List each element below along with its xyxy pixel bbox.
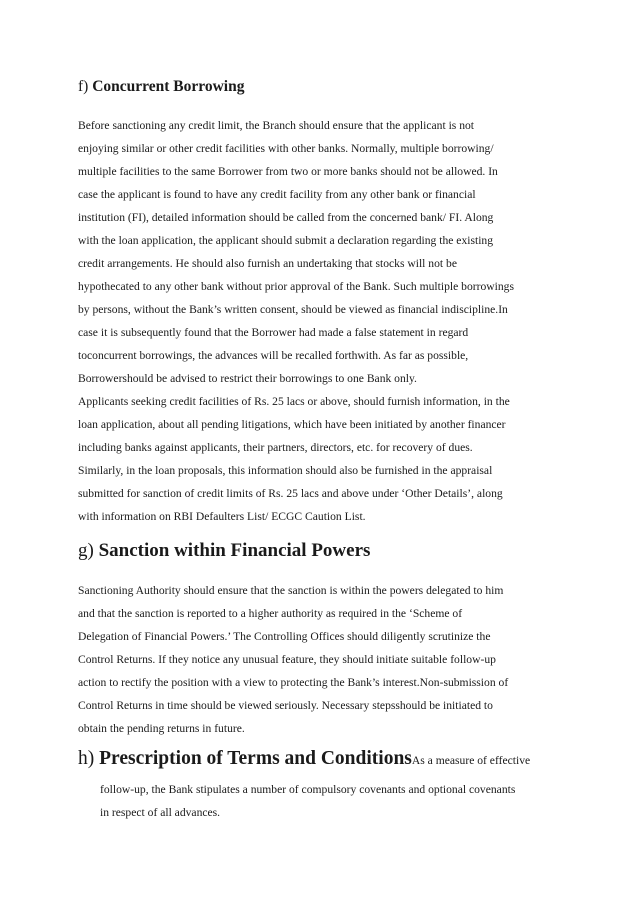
text-line: Sanctioning Authority should ensure that the sanction is within the powers delegated to him <box>78 584 504 597</box>
text-line: obtain the pending returns in future. <box>78 722 245 735</box>
section-f-paragraph-2 <box>78 390 564 528</box>
text-line: in respect of all advances. <box>100 806 221 819</box>
section-f-paragraph-1 <box>78 114 564 390</box>
text-line: Similarly, in the loan proposals, this information should also be furnished in the appraisal <box>78 464 493 477</box>
text-line: by persons, without the Bank’s written consent, should be viewed as financial indiscipline.In <box>78 303 508 316</box>
text-line: institution (FI), detailed information should be called from the concerned bank/ FI. Along <box>78 211 494 224</box>
section-h-paragraph <box>100 778 515 824</box>
section-h-title: Prescription of Terms and Conditions <box>99 748 412 769</box>
text-line: case the applicant is found to have any credit facility from any other bank or financial <box>78 188 476 201</box>
section-g-title: Sanction within Financial Powers <box>98 540 371 561</box>
text-line: enjoying similar or other credit facilities with other banks. Normally, multiple borrowing/ <box>78 142 494 155</box>
section-g-paragraph <box>78 579 564 740</box>
text-line: Borrowershould be advised to restrict their borrowings to one Bank only. <box>78 372 417 385</box>
text-line: Control Returns in time should be viewed seriously. Necessary stepsshould be initiated to <box>78 699 493 712</box>
text-line: toconcurrent borrowings, the advances will be recalled forthwith. As far as possible, <box>78 349 469 362</box>
section-f-title: Concurrent Borrowing <box>92 78 245 95</box>
text-line: with the loan application, the applicant should submit a declaration regarding the existing <box>78 234 494 247</box>
text-line: action to rectify the position with a view to protecting the Bank’s interest.Non-submission of <box>78 676 509 689</box>
text-line: case it is subsequently found that the Borrower had made a false statement in regard <box>78 326 469 339</box>
section-h-heading <box>78 748 530 770</box>
text-line: including banks against applicants, their partners, directors, etc. for recovery of dues. <box>78 441 473 454</box>
text-line: credit arrangements. He should also furnish an undertaking that stocks will not be <box>78 257 457 270</box>
section-h-inline-text: As a measure of effective <box>411 754 531 767</box>
text-line: multiple facilities to the same Borrower from two or more banks should not be allowed. In <box>78 165 498 178</box>
section-f-heading <box>78 78 244 96</box>
text-line: follow-up, the Bank stipulates a number of compulsory covenants and optional covenants <box>100 783 516 796</box>
text-line: Before sanctioning any credit limit, the Branch should ensure that the applicant is not <box>78 119 475 132</box>
section-g-heading <box>78 540 370 562</box>
text-line: Applicants seeking credit facilities of Rs. 25 lacs or above, should furnish information, in the <box>78 395 510 408</box>
section-f-letter: f) <box>78 78 89 95</box>
section-h-letter: h) <box>78 748 95 769</box>
text-line: loan application, about all pending litigations, which have been initiated by another financer <box>78 418 506 431</box>
text-line: Delegation of Financial Powers.’ The Controlling Offices should diligently scrutinize the <box>78 630 491 643</box>
text-line: with information on RBI Defaulters List/ ECGC Caution List. <box>78 510 366 523</box>
text-line: Control Returns. If they notice any unusual feature, they should initiate suitable follow-up <box>78 653 496 666</box>
text-line: and that the sanction is reported to a higher authority as required in the ‘Scheme of <box>78 607 463 620</box>
text-line: submitted for sanction of credit limits of Rs. 25 lacs and above under ‘Other Details’, along <box>78 487 503 500</box>
text-line: hypothecated to any other bank without prior approval of the Bank. Such multiple borrowings <box>78 280 514 293</box>
section-g-letter: g) <box>78 540 94 561</box>
